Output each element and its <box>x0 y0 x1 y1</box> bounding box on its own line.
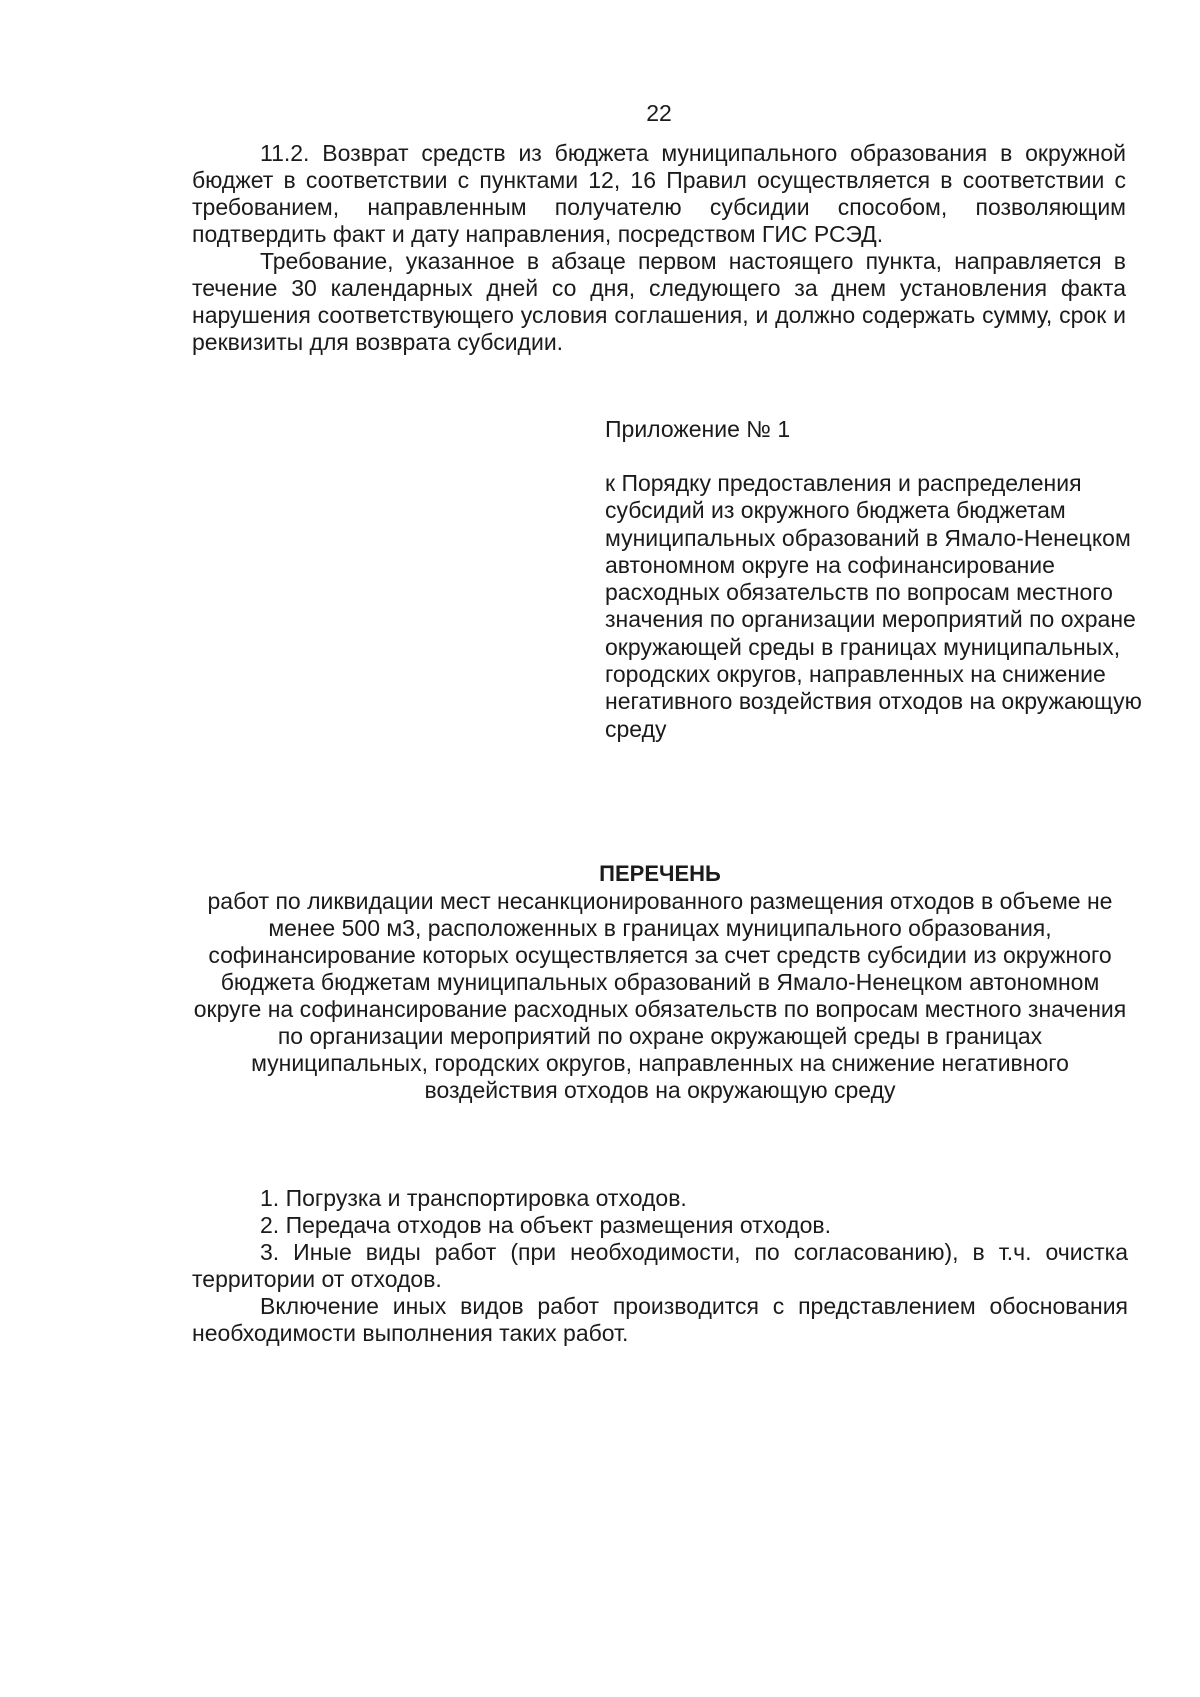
list-subtitle: работ по ликвидации мест несанкционированного размещения отходов в объеме не менее 500 м3, расположенных в границах муниципального образования, софинансирование которых осуществляется за счет средств субсидии из окружного бюджета бюджетам муниципальных образований в Ямало-Ненецком автономном округе на софинансирование расходных обязательств по вопросам местного значения по организации мероприятий по охране окружающей среды в границах муниципальных, городских округов, направленных на снижение негативного воздействия отходов на окружающую среду <box>193 888 1127 1103</box>
page-number-text: 22 <box>646 100 672 126</box>
body-text <box>192 140 1126 356</box>
list-heading: ПЕРЕЧЕНЬ <box>599 861 721 886</box>
list-item: 2. Передача отходов на объект размещения отходов. <box>260 1212 832 1238</box>
appendix-reference: к Порядку предоставления и распределения субсидий из окружного бюджета бюджетам муниципальных образований в Ямало-Ненецком автономном округе на софинансирование расходных обязательств по вопросам местного значения по организации мероприятий по охране окружающей среды в границах муниципальных, городских округов, направленных на снижение негативного воздействия отходов на окружающую среду <box>605 470 1142 742</box>
page-number <box>0 100 1200 127</box>
appendix-title: Приложение № 1 <box>605 416 791 442</box>
works-note: Включение иных видов работ производится с представлением обоснования необходимости выполнения таких работ. <box>192 1293 1128 1346</box>
list-item: 3. Иные виды работ (при необходимости, по согласованию), в т.ч. очистка территории от отходов. <box>192 1239 1128 1292</box>
paragraph-requirement: Требование, указанное в абзаце первом настоящего пункта, направляется в течение 30 календарных дней со дня, следующего за днем установления факта нарушения соответствующего условия соглашения, и должно содержать сумму, срок и реквизиты для возврата субсидии. <box>192 248 1126 355</box>
works-list <box>192 1185 1128 1347</box>
appendix-header <box>605 416 1145 743</box>
list-item: 1. Погрузка и транспортировка отходов. <box>260 1185 687 1211</box>
paragraph-refund: 11.2. Возврат средств из бюджета муниципального образования в окружной бюджет в соответствии с пунктами 12, 16 Правил осуществляется в соответствии с требованием, направленным получателю субсидии способом, позволяющим подтвердить факт и дату направления, посредством ГИС РСЭД. <box>192 140 1126 247</box>
list-title-block <box>190 860 1130 1104</box>
